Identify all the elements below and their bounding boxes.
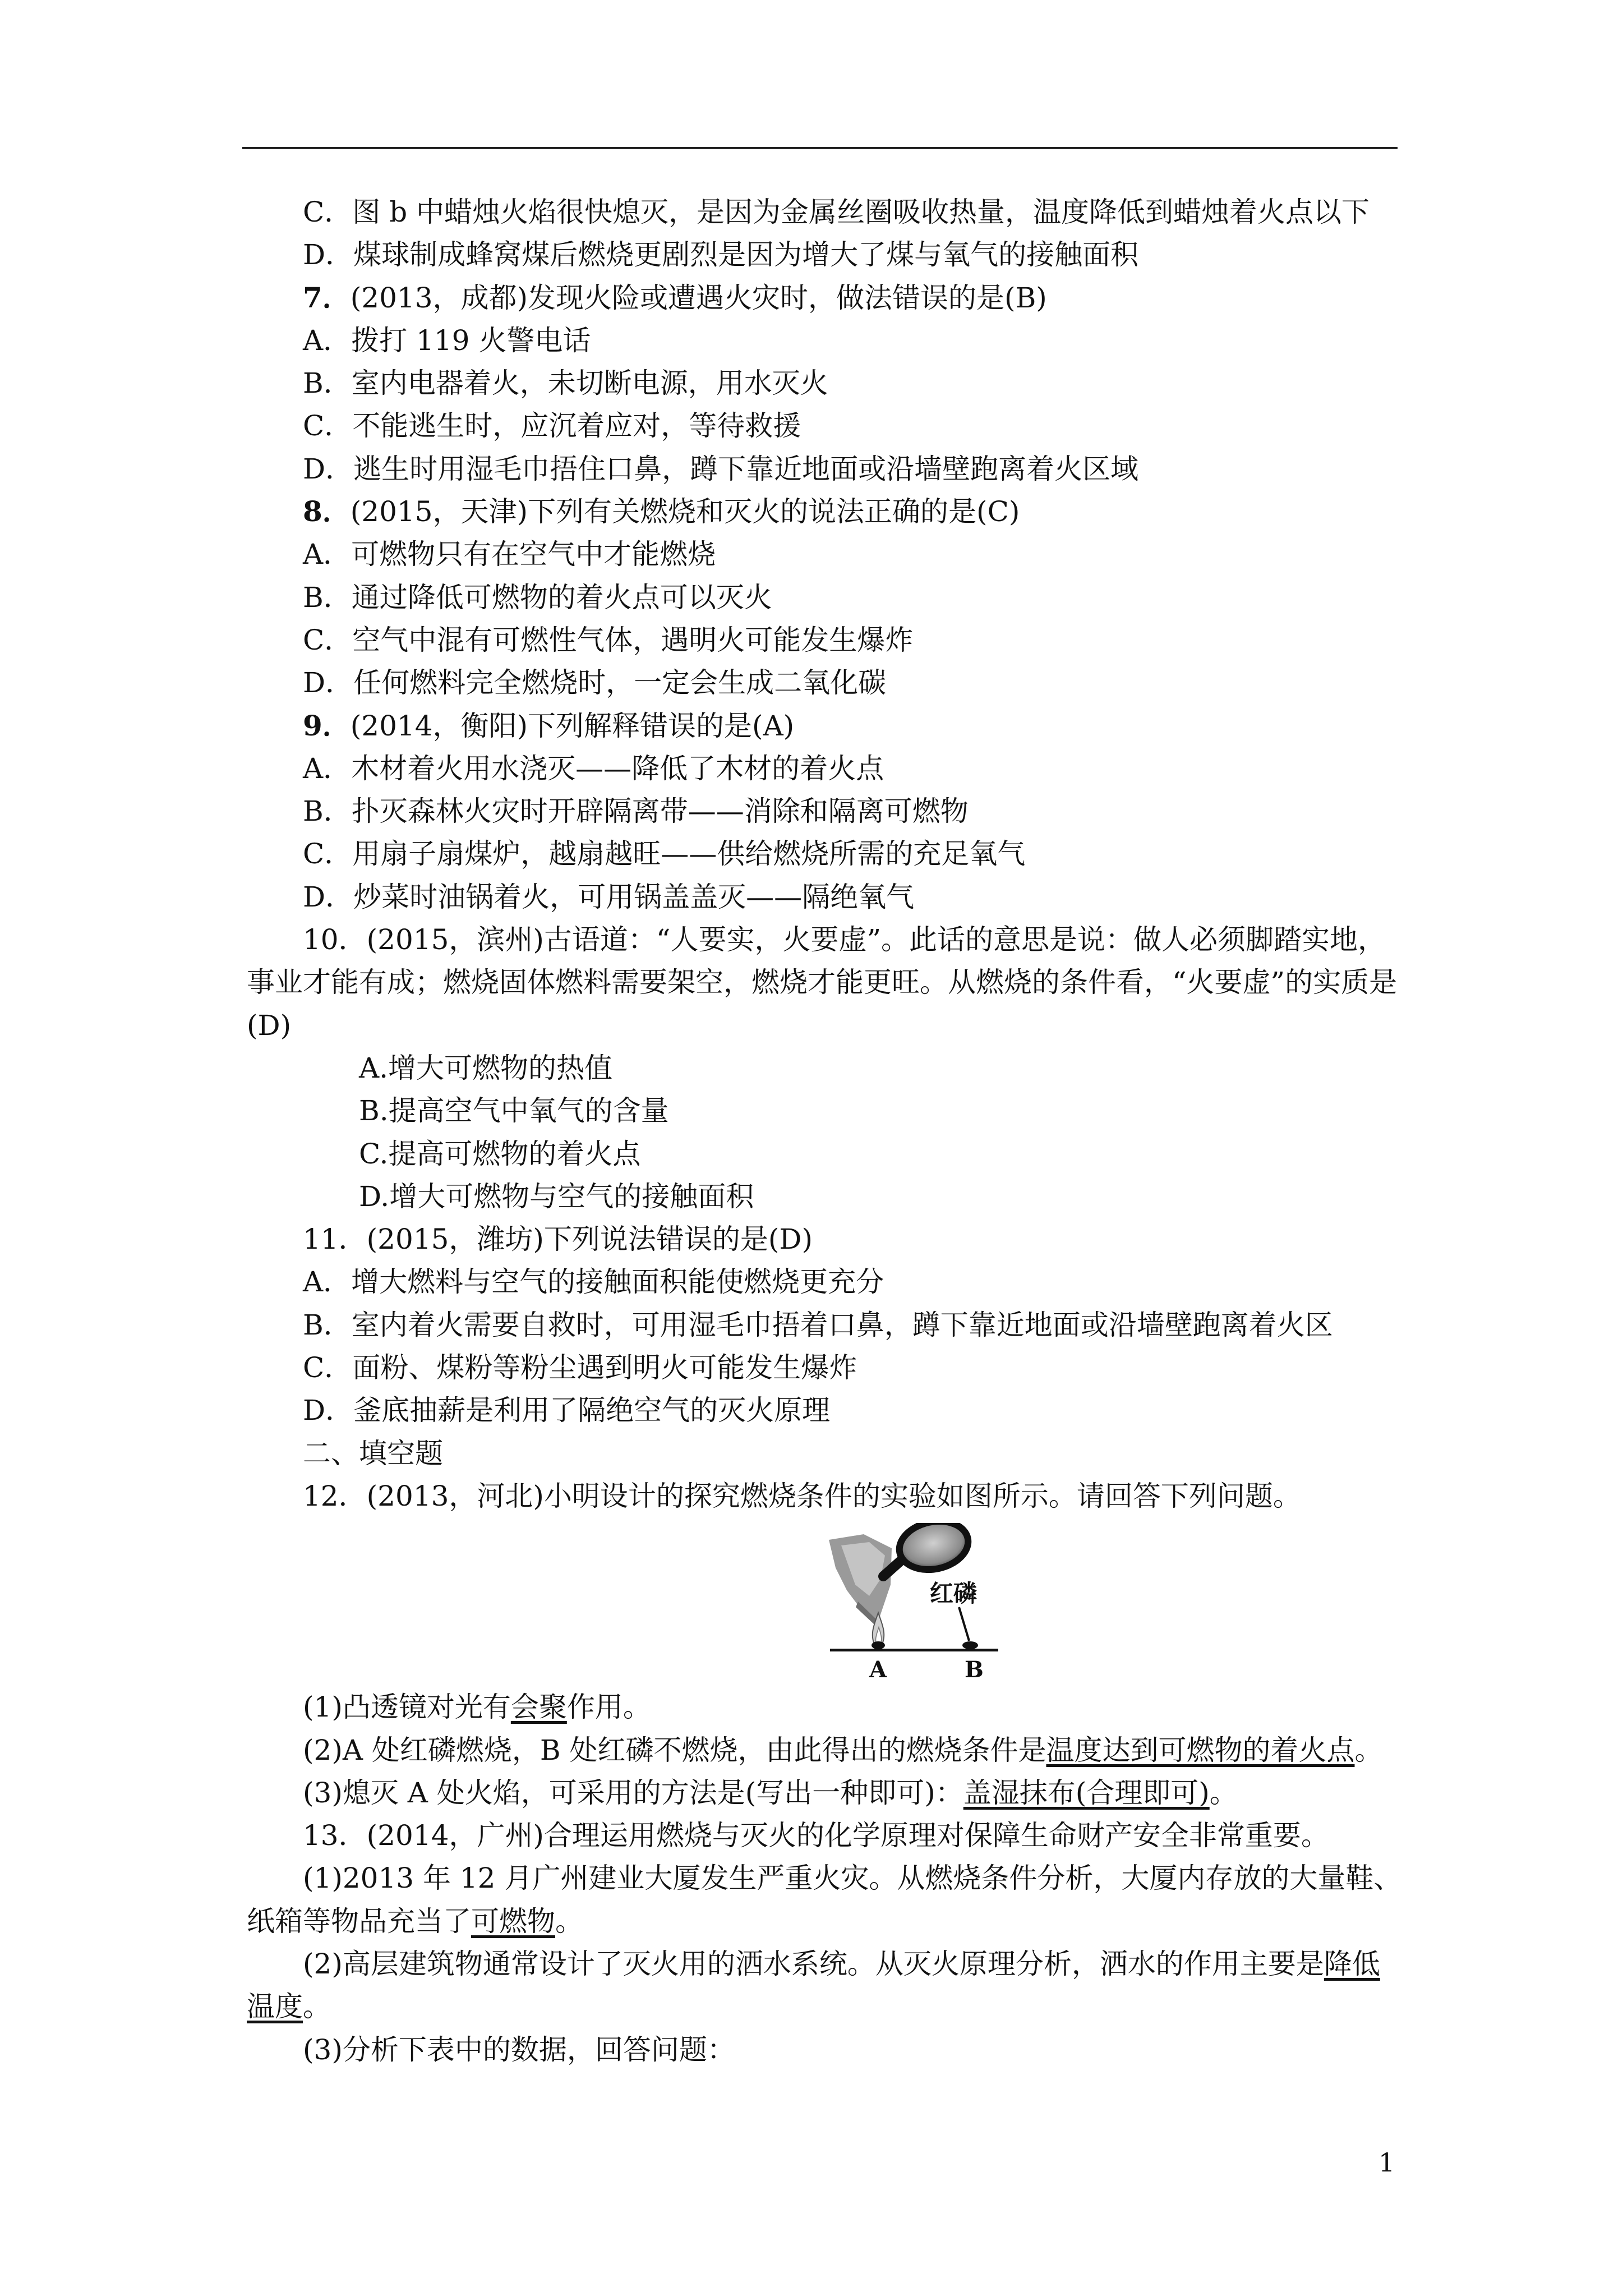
question-text: (2015，滨州)古语道：“人要实，火要虚”。此话的意思是说：做人必须脚踏实地，事业才能有成；燃烧固体燃料需要架空，燃烧才能更旺。从燃烧的条件看，“火要虚”的实质是(D) — [247, 923, 1398, 1042]
label-a: A — [869, 1657, 887, 1683]
text: (2)A 处红磷燃烧，B 处红磷不燃烧，由此得出的燃烧条件是 — [303, 1733, 1046, 1766]
q12-part-3 — [247, 1772, 1402, 1814]
question-number: 9． — [303, 708, 351, 742]
q12-part-2 — [247, 1729, 1402, 1772]
text: (1)2013 年 12 月广州建业大厦发生严重火灾。从燃烧条件分析，大厦内存放的大量鞋、纸箱等物品充当了 — [247, 1862, 1402, 1938]
q10-option-b: B.提高空气中氧气的含量 — [359, 1094, 669, 1128]
magnifying-glass-icon — [883, 1523, 972, 1576]
question-number: 7． — [303, 280, 351, 314]
q12-experiment-figure — [247, 1517, 1402, 1686]
question-text: (2014，广州)合理运用燃烧与灭火的化学原理对保障生命财产安全非常重要。 — [366, 1819, 1329, 1852]
text: (3)熄灭 A 处火焰，可采用的方法是(写出一种即可)： — [303, 1776, 963, 1809]
q13-part-2 — [247, 1943, 1402, 2028]
q13-stem — [247, 1814, 1402, 1857]
q9-option-b: B．扑灭森林火灾时开辟隔离带——消除和隔离可燃物 — [303, 795, 969, 828]
q8-option-a: A．可燃物只有在空气中才能燃烧 — [303, 538, 716, 571]
q9-option-c: C．用扇子扇煤炉，越扇越旺——供给燃烧所需的充足氧气 — [303, 838, 1026, 871]
q8-option-b: B．通过降低可燃物的着火点可以灭火 — [303, 581, 772, 614]
q7-option-d: D．逃生时用湿毛巾捂住口鼻，蹲下靠近地面或沿墙壁跑离着火区域 — [303, 452, 1139, 485]
q13-part-3: (3)分析下表中的数据，回答问题： — [303, 2033, 735, 2066]
q10-option-d: D.增大可燃物与空气的接触面积 — [359, 1180, 754, 1213]
question-number: 11． — [303, 1223, 367, 1256]
q6-option-c: C．图 b 中蜡烛火焰很快熄灭，是因为金属丝圈吸收热量，温度降低到蜡烛着火点以下 — [303, 196, 1370, 228]
question-text: (2015，潍坊)下列说法错误的是(D) — [366, 1223, 813, 1256]
phosphorus-a — [872, 1641, 885, 1649]
q10-option-a: A.增大可燃物的热值 — [359, 1051, 613, 1084]
question-number: 10． — [303, 923, 367, 956]
label-b: B — [965, 1657, 984, 1683]
q11-stem — [247, 1218, 1402, 1260]
text: 。 — [1209, 1776, 1238, 1809]
q11-option-c: C．面粉、煤粉等粉尘遇到明火可能发生爆炸 — [303, 1351, 857, 1384]
question-number: 12． — [303, 1479, 367, 1512]
phosphorus-b — [962, 1641, 978, 1649]
q11-option-d: D．釜底抽薪是利用了隔绝空气的灭火原理 — [303, 1394, 831, 1427]
q10-option-c: C.提高可燃物的着火点 — [359, 1137, 641, 1170]
q8-stem — [247, 490, 1402, 533]
text: 作用。 — [566, 1691, 651, 1724]
header-rule — [242, 147, 1398, 149]
magnifier-experiment-diagram — [824, 1523, 1004, 1686]
metal-plate — [830, 1649, 998, 1651]
q9-option-d: D．炒菜时油锅着火，可用锅盖盖灭——隔绝氧气 — [303, 880, 915, 913]
answer-blank: 可燃物 — [471, 1904, 555, 1938]
page-content — [247, 191, 1402, 2071]
question-text: (2014，衡阳)下列解释错误的是(A) — [350, 709, 795, 742]
text: 。 — [1354, 1733, 1383, 1766]
q13-part-1 — [247, 1857, 1402, 1943]
text: (1)凸透镜对光有 — [303, 1691, 511, 1724]
q6-option-d: D．煤球制成蜂窝煤后燃烧更剧烈是因为增大了煤与氧气的接触面积 — [303, 238, 1139, 272]
text: 。 — [303, 1990, 331, 2023]
text: 。 — [555, 1904, 583, 1938]
answer-blank: 会聚 — [510, 1691, 567, 1724]
answer-blank: 盖湿抹布(合理即可) — [963, 1776, 1210, 1809]
q9-option-a: A．木材着火用水浇灭——降低了木材的着火点 — [303, 752, 884, 785]
q7-stem — [247, 277, 1402, 319]
q8-option-c: C．空气中混有可燃性气体，遇明火可能发生爆炸 — [303, 623, 914, 656]
q11-option-b: B．室内着火需要自救时，可用湿毛巾捂着口鼻，蹲下靠近地面或沿墙壁跑离着火区 — [303, 1308, 1333, 1341]
label-red-phosphorus: 红磷 — [930, 1580, 978, 1608]
section-heading-fill-in: 二、填空题 — [303, 1437, 443, 1470]
question-text: (2013，成都)发现火险或遭遇火灾时，做法错误的是(B) — [350, 281, 1047, 314]
page-number: 1 — [1378, 2147, 1395, 2178]
question-text: (2015，天津)下列有关燃烧和灭火的说法正确的是(C) — [350, 495, 1020, 528]
q12-part-1 — [247, 1686, 1402, 1728]
q7-option-b: B．室内电器着火，未切断电源，用水灭火 — [303, 367, 828, 400]
answer-blank: 温度达到可燃物的着火点 — [1046, 1733, 1355, 1766]
q12-stem — [247, 1475, 1402, 1517]
question-text: (2013，河北)小明设计的探究燃烧条件的实验如图所示。请回答下列问题。 — [366, 1479, 1301, 1512]
q8-option-d: D．任何燃料完全燃烧时，一定会生成二氧化碳 — [303, 666, 887, 700]
text: (2)高层建筑物通常设计了灭火用的洒水系统。从灭火原理分析，洒水的作用主要是 — [303, 1947, 1324, 1980]
q9-stem — [247, 705, 1402, 747]
q7-option-c: C．不能逃生时，应沉着应对，等待救援 — [303, 409, 801, 443]
question-number: 13． — [303, 1819, 367, 1852]
label-pointer-line — [959, 1607, 969, 1641]
q7-option-a: A．拨打 119 火警电话 — [303, 324, 591, 357]
question-number: 8． — [303, 495, 351, 528]
q10-stem — [247, 918, 1402, 1047]
answer-blank: 降低温度 — [247, 1947, 1380, 2023]
q11-option-a: A．增大燃料与空气的接触面积能使燃烧更充分 — [303, 1266, 884, 1299]
